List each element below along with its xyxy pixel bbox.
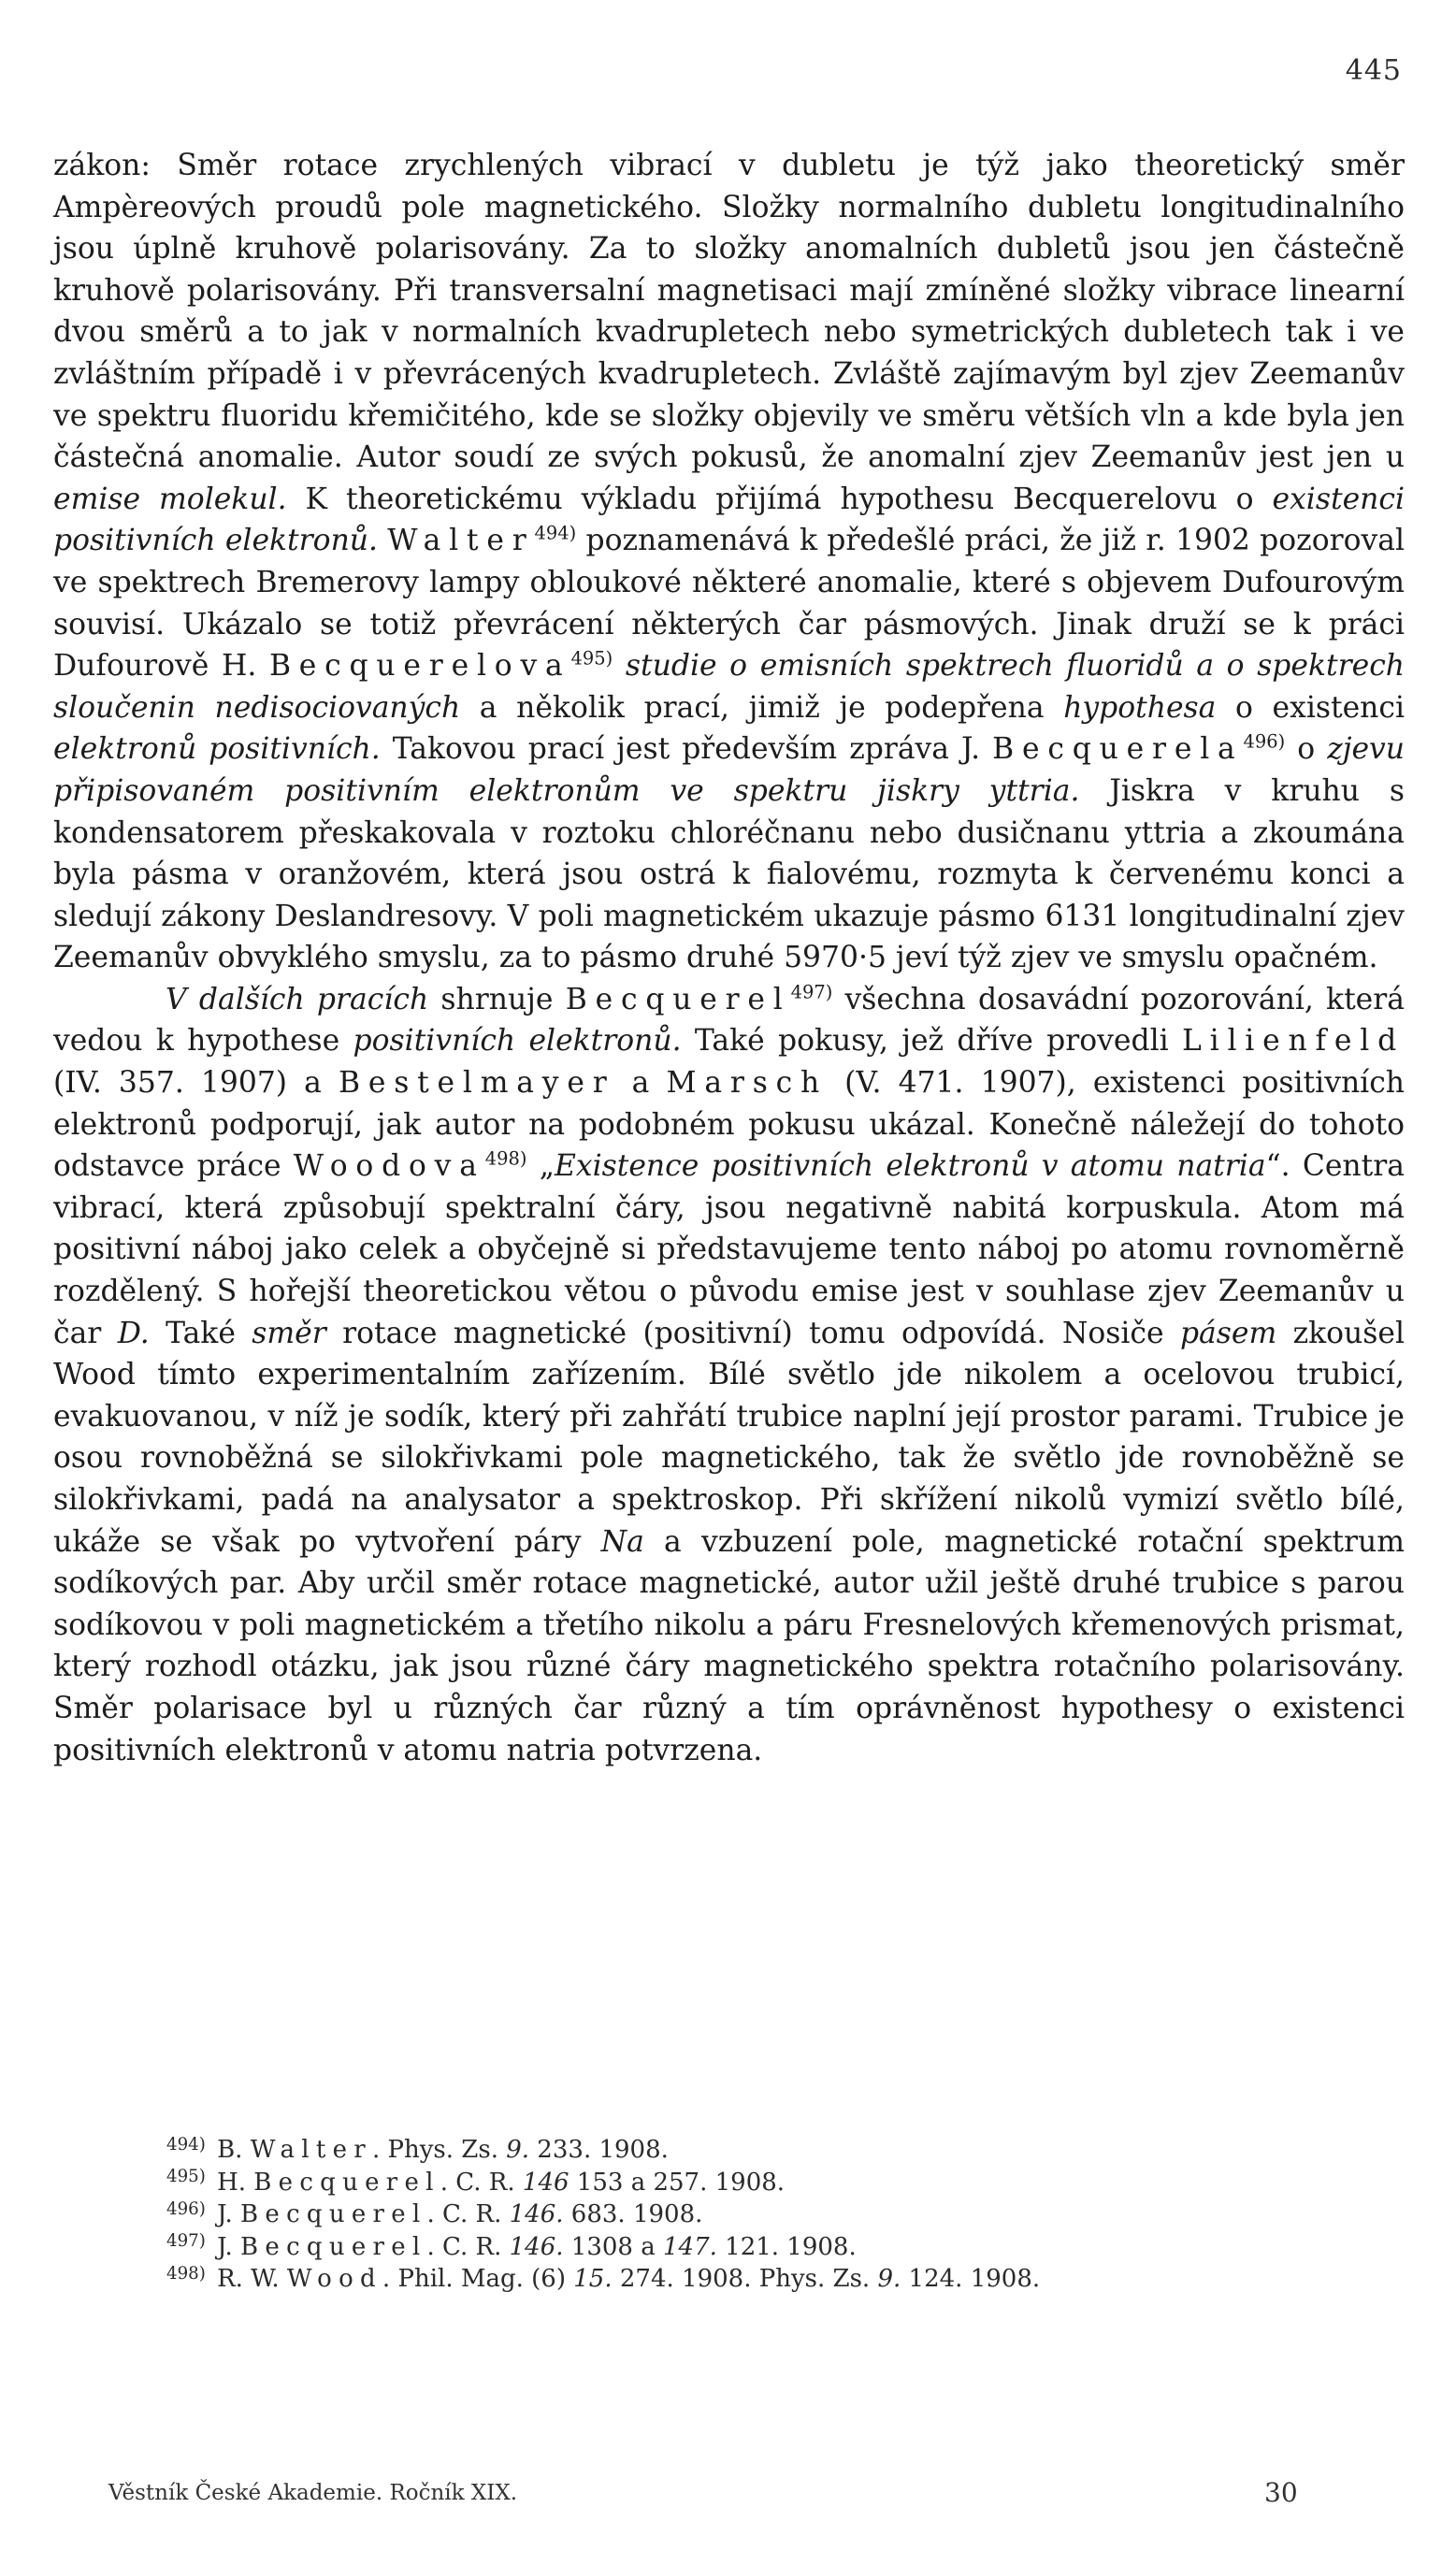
text-run: shrnuje: [428, 982, 566, 1016]
footnote: [166, 2263, 1401, 2296]
text-run: (V. 471. 1907), existenci positivních elektronů podporují, jak autor na podobném pokusu ukázal. Konečně náležejí do tohoto odstavce práce: [53, 1066, 1406, 1184]
italic-text: 146.: [509, 2232, 564, 2261]
text-run: „: [526, 1149, 555, 1184]
footnotes: [166, 2134, 1401, 2296]
page-number: 445: [1345, 54, 1402, 87]
text-run: Jiskra v kruhu s kondensatorem přeskakovala v roztoku chloréčnanu nebo dusičnanu yttria a zkoumána byla pásma v oranžovém, která jsou ostrá k fialovému, rozmyta k červenému konci a sledují zákony Deslandresovy. V poli magnetickém ukazuje pásmo 6131 longitudinalní zjev Zeemanův obvyklého smyslu, za to pásmo druhé 5970·5 jeví týž zjev ve smyslu opačném.: [53, 773, 1405, 975]
italic-text: studie o emisních spektrech fluoridů a o spektrech sloučenin nedisociovaných: [53, 649, 1405, 725]
footnote-number: 495): [166, 2167, 206, 2187]
sheet-number: 30: [1264, 2477, 1298, 2508]
footnote: [166, 2231, 1401, 2264]
italic-text: zjevu připisovaném positivním elektronům ve spektru jiskry yttria.: [53, 732, 1405, 808]
text-run: [378, 524, 387, 557]
author-name: Marsch: [666, 1066, 828, 1101]
text-run: a vzbuzení pole, magnetické rotační spektrum sodíkových par. Aby určil směr rotace magnetické, autor užil ještě druhé trubice s parou sodíkovou v poli magnetickém a třetího nikolu a páru Fresnelových křemenových prismat, který rozhodl otázku, jak jsou různé čáry magnetického spektra rotačního polarisovány. Směr polarisace byl u různých čar různý a tím oprávněnost hypothesy o existenci positivních elektronů v atomu natria potvrzena.: [53, 1524, 1405, 1767]
footnote-number: 496): [166, 2198, 206, 2219]
italic-text: 9.: [506, 2136, 530, 2164]
text-run: Také pokusy, jež dříve provedli: [681, 1024, 1182, 1059]
italic-text: hypothesa: [1063, 690, 1217, 725]
text-run: 233. 1908.: [529, 2136, 669, 2164]
text-run: 153 a 257. 1908.: [569, 2168, 786, 2197]
italic-text: existenci positivních elektronů.: [53, 482, 1405, 558]
italic-text: 146.: [509, 2200, 564, 2228]
author-name: Becquerel: [240, 2232, 427, 2261]
footnote-ref: 498): [484, 1147, 527, 1170]
footnote-ref: 494): [534, 522, 577, 544]
text-run: všechna dosavádní pozorování, která vedou k hypothese: [53, 982, 1405, 1059]
author-name: Becquerelova: [268, 649, 571, 684]
text-run: H.: [209, 2168, 254, 2197]
author-name: Becquerel: [565, 982, 791, 1016]
footnote-number: 497): [166, 2231, 206, 2252]
paragraph-1: [53, 145, 1405, 979]
author-name: Woodova: [293, 1149, 485, 1184]
author-name: Becquerel: [253, 2168, 440, 2197]
text-run: o existenci: [1216, 690, 1405, 725]
italic-text: 146: [522, 2168, 569, 2197]
text-run: a několik prací, jimiž je podepřena: [460, 690, 1064, 725]
text-run: . C. R.: [426, 2200, 510, 2228]
author-name: Becquerel: [240, 2200, 427, 2228]
italic-text: 147.: [663, 2232, 717, 2261]
journal-footer: Věstník České Akademie. Ročník XIX.: [108, 2481, 518, 2505]
italic-text: positivních elektronů.: [353, 1024, 682, 1059]
italic-text: Na: [600, 1524, 644, 1559]
text-run: J.: [209, 2232, 241, 2261]
text-run: 683. 1908.: [563, 2200, 703, 2228]
text-run: rotace magnetické (positivní) tomu odpovídá. Nosiče: [325, 1316, 1180, 1350]
text-run: B.: [209, 2136, 251, 2164]
footnote-ref: 496): [1243, 730, 1286, 753]
footnote: [166, 2167, 1401, 2199]
italic-text: 9.: [877, 2265, 901, 2293]
text-run: zákon: Směr rotace zrychlených vibrací v dubletu je týž jako theoretický směr Ampèreových proudů pole magnetického. Složky normalního dubletu longitudinalního jsou úplně kruhově polarisovány. Za to složky anomalních dubletů jsou jen částečně kruhově polarisovány. Při transversalní magnetisaci mají zmíněné složky vibrace linearní dvou směrů a to jak v normalních kvadrupletech nebo symetrických dubletech tak i ve zvláštním případě i v převrácených kvadrupletech. Zvláště zajímavým byl zjev Zeemanův ve spektru fluoridu křemičitého, kde se složky objevily ve směru větších vln a kde byla jen částečná anomalie. Autor soudí ze svých pokusů, že anomalní zjev Zeemanův jest jen u: [53, 149, 1405, 475]
text-run: (IV. 357. 1907) a: [53, 1066, 339, 1101]
text-run: Takovou prací jest především zpráva J.: [380, 732, 993, 767]
text-run: 1308 a: [563, 2232, 663, 2261]
text-run: o: [1285, 732, 1328, 767]
text-run: . Phil. Mag. (6): [382, 2265, 574, 2293]
text-run: [613, 649, 626, 683]
text-run: Také: [149, 1316, 252, 1350]
italic-text: 15.: [573, 2265, 613, 2293]
author-name: Wood: [286, 2265, 382, 2293]
text-run: a: [614, 1066, 667, 1101]
author-name: Lilienfeld: [1181, 1024, 1405, 1059]
footnote-number: 494): [166, 2134, 206, 2155]
text-run: 274. 1908. Phys. Zs.: [612, 2265, 878, 2293]
author-name: Walter: [250, 2136, 372, 2164]
footnote-ref: 497): [790, 981, 833, 1003]
footnote-number: 498): [166, 2263, 206, 2284]
text-run: . C. R.: [440, 2168, 523, 2197]
text-run: R. W.: [209, 2265, 287, 2293]
italic-text: emise molekul.: [53, 482, 287, 516]
footnote: [166, 2134, 1401, 2167]
italic-text: směr: [252, 1316, 326, 1350]
footnote: [166, 2198, 1401, 2231]
text-run: 124. 1908.: [901, 2265, 1041, 2293]
body-text: [53, 145, 1405, 1771]
italic-text: Existence positivních elektronů v atomu natria: [554, 1149, 1266, 1184]
author-name: Becquerela: [992, 732, 1244, 767]
text-run: J.: [209, 2200, 241, 2228]
italic-text: V dalších pracích: [166, 982, 429, 1016]
text-run: . Phys. Zs.: [371, 2136, 507, 2164]
author-name: Bestelmayer: [339, 1066, 615, 1101]
text-run: “. Centra vibrací, která způsobují spektralní čáry, jsou negativně nabitá korpuskula. Atom má positivní náboj jako celek a obyčejně si představujeme tento náboj po atomu rovnoměrně rozdělený. S hořejší theoretickou větou o původu emise jest v souhlase zjev Zeemanův u čar: [53, 1149, 1405, 1350]
text-run: zkoušel Wood tímto experimentalním zařízením. Bílé světlo jde nikolem a ocelovou trubicí, evakuovanou, v níž je sodík, který při zahřátí trubice naplní její prostor parami. Trubice je osou rovnoběžná se silokřivkami pole magnetického, tak že světlo jde rovnoběžně se silokřivkami, padá na analysator a spektroskop. Při skřížení nikolů vymizí světlo bílé, ukáže se však po vytvoření páry: [53, 1316, 1405, 1559]
text-run: K theoretickému výkladu přijímá hypothesu Becquerelovu o: [286, 482, 1273, 516]
italic-text: D.: [117, 1316, 150, 1350]
italic-text: elektronů positivních.: [53, 732, 381, 767]
text-run: poznamenává k předešlé práci, že již r. 1902 pozoroval ve spektrech Bremerovy lampy obloukové některé anomalie, které s objevem Dufourovým souvisí. Ukázalo se totiž převrácení některých čar pásmových. Jinak druží se k práci Dufourově H.: [53, 524, 1405, 684]
author-name: Walter: [387, 524, 535, 558]
italic-text: pásem: [1179, 1316, 1277, 1350]
text-run: . C. R.: [426, 2232, 510, 2261]
text-run: 121. 1908.: [716, 2232, 857, 2261]
paragraph-2: [53, 979, 1405, 1771]
footnote-ref: 495): [570, 647, 613, 670]
